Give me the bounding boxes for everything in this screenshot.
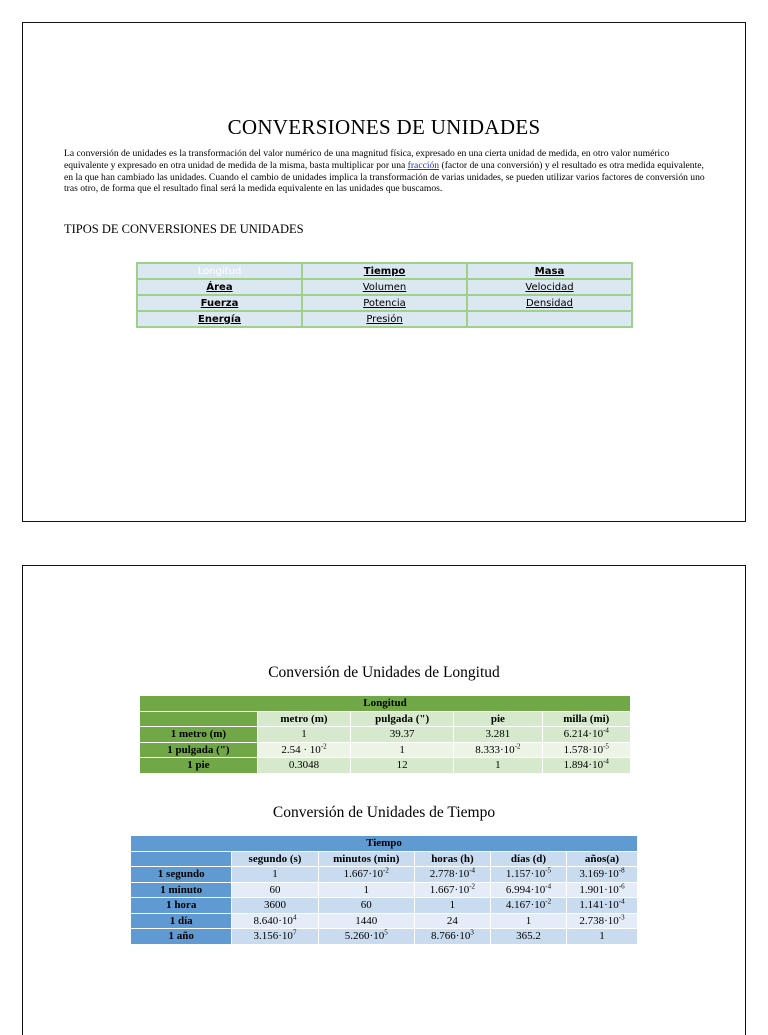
table-row (131, 929, 638, 945)
table-row (131, 867, 638, 883)
table-row (131, 913, 638, 929)
table-title-cell: Tiempo (131, 836, 638, 852)
type-link-velocidad[interactable]: Velocidad (468, 280, 631, 294)
table-cell: 1440 (318, 913, 414, 929)
column-header (131, 851, 232, 867)
document-page-2 (22, 565, 746, 1035)
time-conversion-table (130, 835, 638, 945)
table-cell: 1 (351, 742, 454, 758)
type-link-tiempo[interactable]: Tiempo (303, 264, 466, 278)
table-row (140, 727, 631, 743)
table-cell: 365.2 (490, 929, 566, 945)
table-cell: 12 (351, 758, 454, 774)
table-row (138, 296, 631, 310)
table-cell: 1 (414, 898, 490, 914)
table-cell: $6.994\cdot 10^{-4}$ (490, 882, 566, 898)
table-cell: 39.37 (351, 727, 454, 743)
intro-text-2: (factor de una conversión) y el resultado es otra medida equivalente, en la que han cambiado las unidades. Cuando el cambio de unidades implica la transformación de varias unidades, se pueden utilizar varios factores de conversión uno tras otro, de forma que el resultado final será la medida equivalente en las unidades que buscamos. (64, 159, 705, 195)
table-cell: $8.766\cdot 10^3$ (414, 929, 490, 945)
table-cell: $3.156\cdot 10^7$ (232, 929, 318, 945)
table-row (140, 758, 631, 774)
table-cell: 24 (414, 913, 490, 929)
type-link-densidad[interactable]: Densidad (468, 296, 631, 310)
table-cell: $2.738\cdot 10^{-3}$ (567, 913, 638, 929)
column-header: días (d) (490, 851, 566, 867)
row-header: 1 pie (140, 758, 258, 774)
column-header: horas (h) (414, 851, 490, 867)
page-title: CONVERSIONES DE UNIDADES (227, 115, 541, 139)
column-header: pulgada (") (351, 711, 454, 727)
column-header: segundo (s) (232, 851, 318, 867)
column-header: milla (mi) (542, 711, 630, 727)
row-header: 1 minuto (131, 882, 232, 898)
table-cell: $1.901\cdot 10^{-6}$ (567, 882, 638, 898)
type-link-fuerza[interactable]: Fuerza (138, 296, 301, 310)
intro-paragraph (64, 148, 706, 195)
row-header: 1 segundo (131, 867, 232, 883)
conversion-types-table (136, 262, 633, 328)
type-link-area[interactable]: Área (138, 280, 301, 294)
table-row (131, 882, 638, 898)
length-conversion-table (139, 695, 631, 774)
row-header: 1 día (131, 913, 232, 929)
table-cell: $6.214\cdot 10^{-4}$ (542, 727, 630, 743)
table-cell: 0.3048 (257, 758, 350, 774)
table-row (140, 742, 631, 758)
row-header: 1 pulgada (") (140, 742, 258, 758)
column-header: metro (m) (257, 711, 350, 727)
column-header: pie (454, 711, 542, 727)
table-title-cell: Longitud (140, 696, 631, 712)
column-header-row (131, 851, 638, 867)
table-cell: 3600 (232, 898, 318, 914)
column-header: años(a) (567, 851, 638, 867)
table-cell: 1 (490, 913, 566, 929)
type-link-energia[interactable]: Energía (138, 312, 301, 326)
table-row (131, 898, 638, 914)
table-title-row (131, 836, 638, 852)
row-header: 1 año (131, 929, 232, 945)
table-row (138, 280, 631, 294)
type-link-longitud[interactable]: Longitud (138, 264, 301, 278)
document-page-1 (22, 22, 746, 522)
table-cell: $1.667\cdot 10^{-2}$ (414, 882, 490, 898)
column-header: minutos (min) (318, 851, 414, 867)
length-section-title: Conversión de Unidades de Longitud (268, 664, 500, 681)
fraccion-link[interactable]: fracción (407, 159, 440, 171)
table-cell: $4.167\cdot 10^{-2}$ (490, 898, 566, 914)
table-cell: $5.260\cdot 10^5$ (318, 929, 414, 945)
table-cell: $3.169\cdot 10^{-8}$ (567, 867, 638, 883)
table-cell: $1.894\cdot 10^{-4}$ (542, 758, 630, 774)
type-link-potencia[interactable]: Potencia (303, 296, 466, 310)
table-cell: $2.54 \cdot 10^{-2}$ (257, 742, 350, 758)
table-cell: 60 (318, 898, 414, 914)
table-cell: $2.778\cdot 10^{-4}$ (414, 867, 490, 883)
table-cell: 1 (567, 929, 638, 945)
row-header: 1 metro (m) (140, 727, 258, 743)
table-cell: $8.333\cdot 10^{-2}$ (454, 742, 542, 758)
table-cell: $1.667\cdot 10^{-2}$ (318, 867, 414, 883)
table-title-row (140, 696, 631, 712)
table-cell: $1.157\cdot 10^{-5}$ (490, 867, 566, 883)
table-cell: 1 (257, 727, 350, 743)
type-link-volumen[interactable]: Volumen (303, 280, 466, 294)
table-row (138, 312, 631, 326)
column-header-row (140, 711, 631, 727)
table-cell: 1 (318, 882, 414, 898)
table-row (138, 264, 631, 278)
table-cell: 60 (232, 882, 318, 898)
table-cell: $1.141\cdot 10^{-4}$ (567, 898, 638, 914)
section-subheading: TIPOS DE CONVERSIONES DE UNIDADES (64, 222, 304, 236)
time-section-title: Conversión de Unidades de Tiempo (272, 804, 496, 821)
table-cell: $1.578\cdot 10^{-5}$ (542, 742, 630, 758)
type-link-presion[interactable]: Presión (303, 312, 466, 326)
table-cell: 1 (454, 758, 542, 774)
table-cell: 1 (232, 867, 318, 883)
table-cell: $8.640\cdot 10^4$ (232, 913, 318, 929)
table-cell: 3.281 (454, 727, 542, 743)
empty-cell (468, 312, 631, 326)
intro-text-1: La conversión de unidades es la transformación del valor numérico de una magnitud física, expresado en una cierta unidad de medida, en otro valor numérico equivalente y expresado en otra unidad de medida de la misma, basta multiplicar por una (64, 148, 670, 171)
row-header: 1 hora (131, 898, 232, 914)
type-link-masa[interactable]: Masa (468, 264, 631, 278)
column-header (140, 711, 258, 727)
